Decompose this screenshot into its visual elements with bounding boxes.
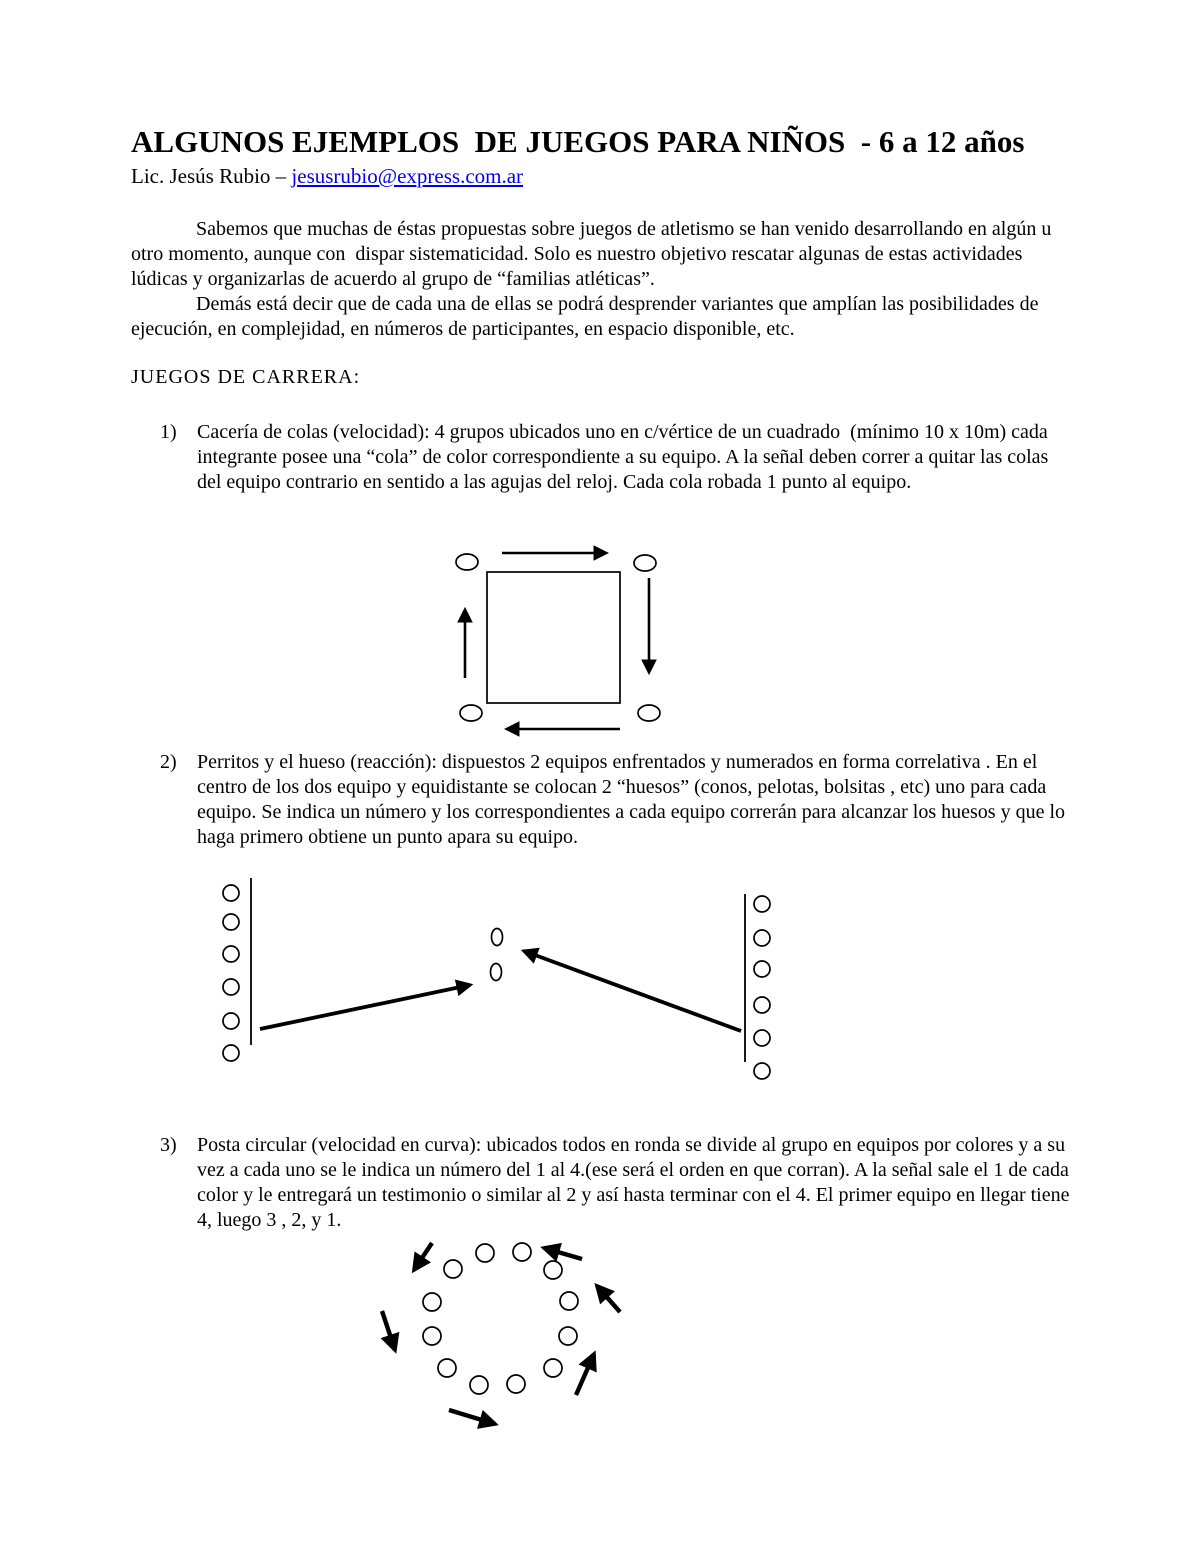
rotation-arrow-right-upper-icon	[597, 1286, 620, 1312]
left-player-circle	[223, 1045, 239, 1061]
corner-player-circle	[634, 555, 656, 571]
circular-relay-diagram	[375, 1236, 630, 1441]
list-item-1	[160, 420, 1072, 495]
right-player-circle	[754, 1063, 770, 1079]
ring-player-circle	[507, 1375, 525, 1393]
author-name: Lic. Jesús Rubio –	[131, 164, 292, 188]
right-player-circle	[754, 930, 770, 946]
list-number-2: 2)	[160, 751, 177, 773]
list-item-2	[160, 750, 1072, 850]
intro-paragraph-2: Demás está decir que de cada una de ellas se podrá desprender variantes que amplían las posibilidades de ejecución, en complejidad, en números de participantes, en espacio disponible, etc.	[131, 293, 1044, 340]
list-item-3	[160, 1133, 1075, 1233]
corner-player-circle	[460, 705, 482, 721]
rotation-arrow-right-lower-icon	[576, 1354, 594, 1395]
right-player-circle	[754, 896, 770, 912]
right-player-circle	[754, 961, 770, 977]
ring-player-circle	[470, 1376, 488, 1394]
court-square	[487, 572, 620, 703]
rotation-arrow-left-icon	[382, 1311, 395, 1350]
corner-player-circle	[456, 554, 478, 570]
ring-player-circle	[444, 1260, 462, 1278]
rotation-arrow-top-right-icon	[544, 1248, 582, 1259]
ring-player-circle	[559, 1327, 577, 1345]
author-line	[131, 164, 523, 189]
corner-player-circle	[638, 705, 660, 721]
page-title: ALGUNOS EJEMPLOS DE JUEGOS PARA NIÑOS - 6 a 12 años	[131, 124, 1025, 159]
author-email-link[interactable]: jesusrubio@express.com.ar	[291, 164, 524, 188]
rotation-arrow-bottom-icon	[449, 1410, 495, 1424]
right-player-circle	[754, 1030, 770, 1046]
list-number-1: 1)	[160, 421, 177, 443]
ring-player-circle	[423, 1293, 441, 1311]
hueso-circle	[491, 964, 502, 981]
list-text-3: Posta circular (velocidad en curva): ubicados todos en ronda se divide al grupo en equipos por colores y a su vez a cada uno se le indica un número del 1 al 4.(ese será el orden en que corran). A la señal sale el 1 de cada color y le entregará un testimonio o similar al 2 y así hasta terminar con el 4. El primer equipo en llegar tiene 4, luego 3 , 2, y 1.	[197, 1134, 1075, 1231]
list-number-3: 3)	[160, 1134, 177, 1156]
ring-player-circle	[513, 1243, 531, 1261]
hueso-circle	[492, 929, 503, 946]
left-player-circle	[223, 885, 239, 901]
intro-paragraph-1: Sabemos que muchas de éstas propuestas sobre juegos de atletismo se han venido desarrollando en algún u otro momento, aunque con dispar sistematicidad. Solo es nuestro objetivo rescatar algunas de estas actividades lúdicas y organizarlas de acuerdo al grupo de “familias atléticas”.	[131, 218, 1057, 290]
left-run-arrow-icon	[260, 985, 470, 1029]
left-player-circle	[223, 914, 239, 930]
right-run-arrow-icon	[524, 951, 741, 1031]
left-player-circle	[223, 1013, 239, 1029]
list-text-2: Perritos y el hueso (reacción): dispuestos 2 equipos enfrentados y numerados en forma correlativa . En el centro de los dos equipo y equidistante se colocan 2 “huesos” (conos, pelotas, bolsitas , etc) uno para cada equipo. Se indica un número y los correspondientes a cada equipo correrán para alcanzar los huesos y que lo haga primero obtiene un punto apara su equipo.	[197, 751, 1071, 848]
ring-player-circle	[476, 1244, 494, 1262]
list-text-1: Cacería de colas (velocidad): 4 grupos ubicados uno en c/vértice de un cuadrado (mínimo 10 x 10m) cada integrante posee una “cola” de color correspondiente a su equipo. A la señal deben correr a quitar las colas del equipo contrario en sentido a las agujas del reloj. Cada cola robada 1 punto al equipo.	[197, 421, 1054, 493]
left-player-circle	[223, 979, 239, 995]
ring-player-circle	[438, 1359, 456, 1377]
intro-paragraphs	[131, 217, 1072, 342]
rotation-arrow-top-left-icon	[414, 1243, 432, 1270]
facing-teams-diagram	[215, 872, 775, 1087]
section-heading: JUEGOS DE CARRERA:	[131, 366, 361, 388]
ring-player-circle	[544, 1261, 562, 1279]
left-player-circle	[223, 946, 239, 962]
right-player-circle	[754, 997, 770, 1013]
ring-player-circle	[560, 1292, 578, 1310]
square-court-diagram	[440, 538, 675, 750]
ring-player-circle	[544, 1359, 562, 1377]
ring-player-circle	[423, 1327, 441, 1345]
